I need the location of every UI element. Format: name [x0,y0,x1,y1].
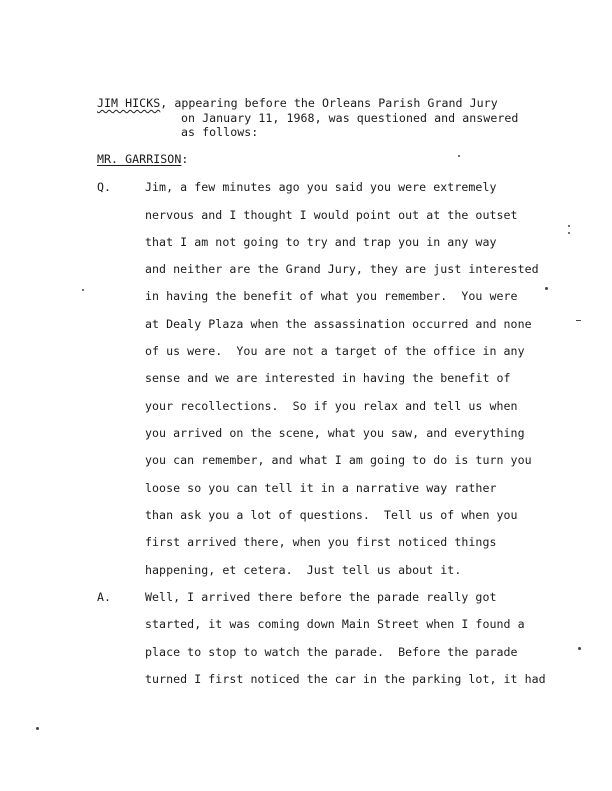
question-line: happening, et cetera. Just tell us about it. [145,563,462,577]
question-label: Q. [97,180,112,194]
scan-speck [545,287,548,290]
answer-line: started, it was coming down Main Street when I found a [145,617,525,631]
question-line: your recollections. So if you relax and tell us when [145,399,518,413]
question-line: nervous and I thought I would point out at the outset [145,208,518,222]
scan-speck [82,289,84,291]
scan-speck [458,155,460,157]
intro-line-2: on January 11, 1968, was questioned and answered [181,111,519,125]
speaker-name: MR. GARRISON [97,152,182,166]
question-line: of us were. You are not a target of the office in any [145,344,525,358]
question-line: Jim, a few minutes ago you said you were extremely [145,180,497,194]
question-line: sense and we are interested in having the benefit of [145,371,511,385]
question-line: in having the benefit of what you remember. You were [145,289,518,303]
answer-label: A. [97,590,112,604]
scan-speck [578,647,581,650]
intro-text-1: , appearing before the Orleans Parish Grand Jury [160,96,498,110]
question-line: at Dealy Plaza when the assassination occurred and none [145,317,532,331]
question-line: than ask you a lot of questions. Tell us of when you [145,508,518,522]
witness-name: JIM HICKS [97,96,161,110]
question-line: you can remember, and what I am going to do is turn you [145,453,532,467]
speaker-suffix: : [181,152,189,166]
scan-speck [568,232,570,234]
question-line: and neither are the Grand Jury, they are just interested [145,262,539,276]
scan-speck [36,727,39,730]
answer-line: place to stop to watch the parade. Before the parade [145,645,518,659]
speaker-heading [97,152,188,166]
scan-speck [576,320,581,321]
question-line: that I am not going to try and trap you in any way [145,235,497,249]
scan-speck [568,225,570,227]
answer-line: Well, I arrived there before the parade really got [145,590,497,604]
question-line: you arrived on the scene, what you saw, and everything [145,426,525,440]
intro-line-1 [97,96,498,110]
question-line: loose so you can tell it in a narrative way rather [145,481,497,495]
question-line: first arrived there, when you first noticed things [145,535,497,549]
intro-line-3: as follows: [181,125,259,139]
answer-line: turned I first noticed the car in the parking lot, it had [145,672,546,686]
